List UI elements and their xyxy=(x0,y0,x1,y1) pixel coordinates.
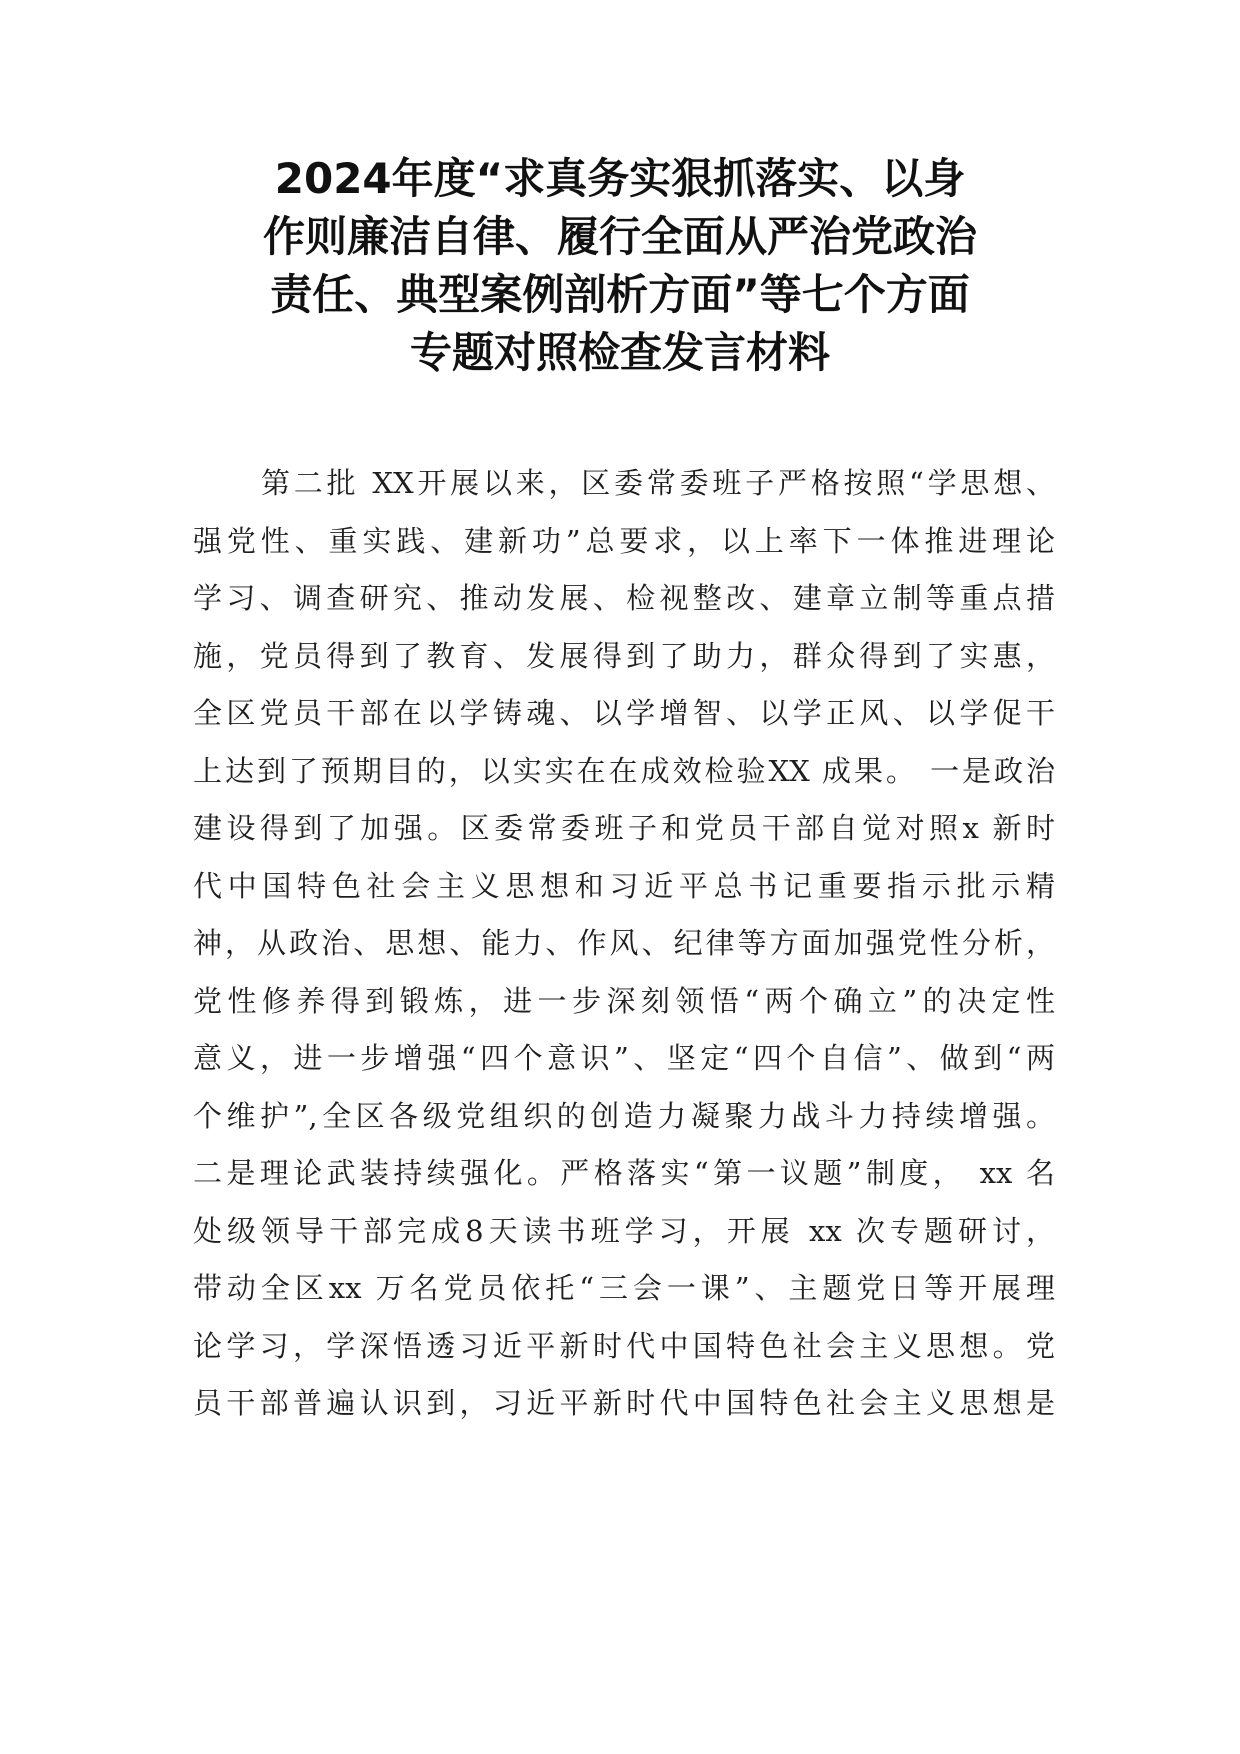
body-line: 第二批 XX开展以来，区委常委班子严格按照“学思想、 xyxy=(261,466,1055,500)
body-line: 带动全区xx 万名党员依托“三会一课”、主题党日等开展理 xyxy=(193,1271,1055,1305)
title-line: 2024年度“求真务实狠抓落实、以身 xyxy=(274,154,966,203)
document-body xyxy=(193,455,1055,1433)
body-line: 强党性、重实践、建新功”总要求，以上率下一体推进理论 xyxy=(193,523,1055,558)
body-line: 党性修养得到锻炼，进一步深刻领悟“两个确立”的决定性 xyxy=(193,983,1055,1018)
body-line: 处级领导干部完成8天读书班学习，开展 xx 次专题研讨， xyxy=(193,1213,1055,1248)
body-line: 意义，进一步增强“四个意识”、坚定“四个自信”、做到“两 xyxy=(193,1041,1055,1075)
body-line: 个维护”,全区各级党组织的创造力凝聚力战斗力持续增强。 xyxy=(193,1098,1055,1133)
body-line: 论学习，学深悟透习近平新时代中国特色社会主义思想。党 xyxy=(193,1328,1055,1363)
document-title xyxy=(170,150,1070,382)
title-line: 作则廉洁自律、履行全面从严治党政治 xyxy=(262,212,977,261)
title-line: 专题对照检查发言材料 xyxy=(409,328,830,377)
body-line: 施，党员得到了教育、发展得到了助力，群众得到了实惠， xyxy=(193,638,1055,673)
title-line: 责任、典型案例剖析方面”等七个方面 xyxy=(270,270,970,319)
body-line: 上达到了预期目的，以实实在在成效检验XX 成果。 一是政治 xyxy=(193,753,1055,788)
body-line: 代中国特色社会主义思想和习近平总书记重要指示批示精 xyxy=(193,868,1055,903)
body-line: 全区党员干部在以学铸魂、以学增智、以学正风、以学促干 xyxy=(193,696,1055,730)
body-line: 建设得到了加强。区委常委班子和党员干部自觉对照x 新时 xyxy=(193,811,1055,845)
body-line: 学习、调查研究、推动发展、检视整改、建章立制等重点措 xyxy=(193,581,1055,615)
body-line: 员干部普遍认识到，习近平新时代中国特色社会主义思想是 xyxy=(193,1386,1055,1420)
body-line: 神，从政治、思想、能力、作风、纪律等方面加强党性分析， xyxy=(193,926,1055,960)
body-line: 二是理论武装持续强化。严格落实“第一议题”制度， xx 名 xyxy=(193,1156,1055,1190)
